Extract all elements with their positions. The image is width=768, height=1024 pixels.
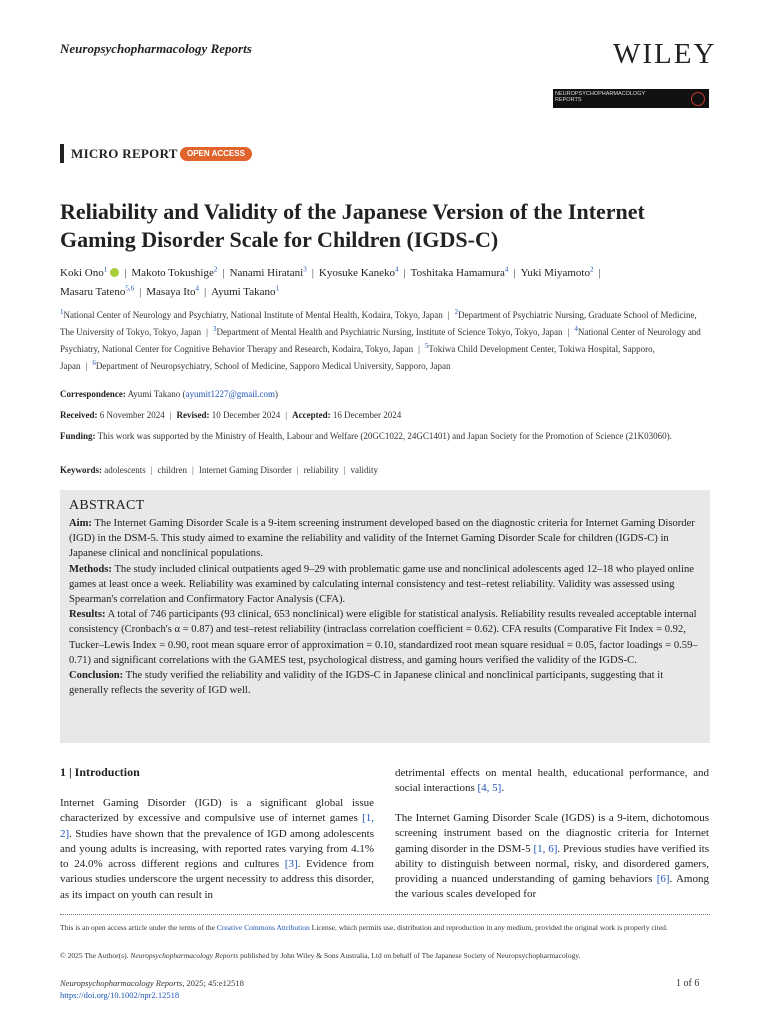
abstract-results: Results: A total of 746 participants (93 clinical, 653 nonclinical) were eligible for statistical analysis. Reliability results revealed acceptable internal consistency (Cronbach's α = 0.87) and test–retest reliability (intraclass correlation coefficient = 0.62). CFA results (Comparative Fit Index = 0.92, Tucker–Lewis Index = 0.90, root mean square error of approximation = 0.10, standardized root mean square residual = 0.05, factor loadings = 0.59–0.71) and significant correlations with the GAMES test, psychological distress, and gaming hours verified the validity of the IGDS-C. bbox=[69, 609, 698, 666]
article-dates: Received: 6 November 2024 | Revised: 10 December 2024 | Accepted: 16 December 2024 bbox=[60, 410, 402, 420]
orcid-icon[interactable] bbox=[110, 268, 119, 277]
author[interactable]: Makoto Tokushige$^2$ bbox=[131, 265, 218, 279]
footer-divider bbox=[60, 914, 710, 915]
abstract-heading: ABSTRACT bbox=[69, 498, 145, 513]
affiliation: National Center of Neurology and Psychiatry, National Center for Cognitive Behavior Therapy and Research, Kodaira, Tokyo, Japan bbox=[60, 327, 701, 354]
affiliation: Tokiwa Child Development Center, Tokiwa Hospital, Sapporo, Japan bbox=[60, 344, 655, 371]
author[interactable]: Yuki Miyamoto$^2$ bbox=[520, 265, 594, 279]
page-number: 1 of 6 bbox=[676, 978, 700, 989]
doi-link[interactable]: https://doi.org/10.1002/npr2.12518 bbox=[60, 990, 180, 1000]
citation-link[interactable]: [1, 6] bbox=[533, 842, 558, 855]
citation-link[interactable]: [6] bbox=[656, 873, 670, 886]
affiliation: National Center of Neurology and Psychiatry, National Institute of Mental Health, Kodaira, Tokyo, Japan bbox=[63, 310, 443, 320]
email-link[interactable]: ayumit1227@gmail.com bbox=[185, 389, 275, 399]
keyword[interactable]: adolescents bbox=[104, 465, 146, 475]
abstract-conclusion: Conclusion: The study verified the reliability and validity of the IGDS-C in Japanese clinical and nonclinical participants, suggesting that it generally reflects the severity of IGD well. bbox=[69, 670, 664, 697]
keyword[interactable]: Internet Gaming Disorder bbox=[198, 465, 292, 475]
funding: Funding: This work was supported by the Ministry of Health, Labour and Welfare (20GC1022, 24GC1401) and Japan Society for the Promotion of Science (21K03060). bbox=[60, 431, 672, 441]
citation-link[interactable]: [1, 2] bbox=[60, 812, 374, 840]
author[interactable]: Masaya Ito$^4$ bbox=[146, 284, 199, 299]
intro-paragraph: Internet Gaming Disorder (IGD) is a significant global issue characterized by excessive and compulsive use of internet games [1, 2]. Studies have shown that the prevalence of IGD among adolescents and young adults is increasing, with reported rates varying from 4.1% to 24.0% across different regions and cultures [3]. Evidence from various studies underscore the urgent necessity to address this disorder, as its impact on youth can result in bbox=[60, 797, 374, 901]
abstract-body bbox=[69, 516, 701, 698]
abstract-aim: Aim: The Internet Gaming Disorder Scale is a 9-item screening instrument developed based on the diagnostic criteria for Internet Gaming Disorder (IGD) in the DSM-5. This study aimed to examine the reliability and validity of the Internet Gaming Disorder Scale for children (IGDS-C) in Japanese clinical and nonclinical populations. bbox=[69, 518, 695, 560]
author[interactable]: Kyosuke Kaneko$^4$ bbox=[318, 265, 399, 279]
journal-banner bbox=[553, 89, 709, 108]
keyword[interactable]: reliability bbox=[303, 465, 339, 475]
article-type: MICRO REPORT bbox=[71, 146, 178, 161]
article-type-bar bbox=[60, 144, 64, 163]
copyright-note: © 2025 The Author(s). Neuropsychopharmacology Reports published by John Wiley & Sons Australia, Ltd on behalf of The Japanese Society of Neuropsychopharmacology. bbox=[60, 951, 581, 960]
intro-paragraph: detrimental effects on mental health, educational performance, and social interactions [4, 5]. bbox=[395, 767, 709, 795]
author[interactable]: Ayumi Takano$^1$ bbox=[211, 284, 279, 299]
license-note: This is an open access article under the terms of the Creative Commons Attribution License, which permits use, distribution and reproduction in any medium, provided the original work is properly cited. bbox=[60, 923, 668, 932]
correspondence: Correspondence: Ayumi Takano (ayumit1227@gmail.com) bbox=[60, 389, 278, 399]
author[interactable]: Nanami Hiratani$^3$ bbox=[229, 265, 307, 279]
citation-link[interactable]: [4, 5] bbox=[477, 782, 502, 795]
author[interactable]: Koki Ono$^1$ bbox=[60, 265, 108, 279]
citation-line: Neuropsychopharmacology Reports, 2025; 45:e12518 bbox=[60, 978, 244, 988]
keywords: Keywords: adolescents | children | Internet Gaming Disorder | reliability | validity bbox=[60, 465, 378, 475]
keyword[interactable]: validity bbox=[350, 465, 378, 475]
banner-text: NEUROPSYCHOPHARMACOLOGY REPORTS bbox=[555, 91, 646, 103]
author-list: Koki Ono$^1$ | Makoto Tokushige$^2$ | Nanami Hiratani$^3$ | Kyosuke Kaneko$^4$ | Toshitaka Hamamura$^4$ | Yuki Miyamoto$^2$ | Masaru Tateno$^{5,6}$ | Masaya Ito$^4$ | Ayumi Takano$^1$ bbox=[60, 265, 601, 299]
intro-paragraph: The Internet Gaming Disorder Scale (IGDS) is a 9-item, dichotomous screening instrument based on the diagnostic criteria for Internet gaming disorder in the DSM-5 [1, 6]. Previous studies have verified its ability to distinguish between normal, risky, and disordered gamers, providing a nuanced understanding of gaming behaviors [6]. Among the various scales developed for bbox=[395, 812, 709, 901]
affiliation: Department of Mental Health and Psychiatric Nursing, Institute of Science Tokyo, Tokyo, Japan bbox=[216, 327, 563, 337]
keyword[interactable]: children bbox=[157, 465, 188, 475]
section-heading: 1 | Introduction bbox=[60, 765, 140, 779]
affiliation: Department of Neuropsychiatry, School of Medicine, Sapporo Medical University, Sapporo, Japan bbox=[95, 361, 451, 371]
journal-emblem-icon bbox=[691, 92, 705, 106]
affiliation: Department of Psychiatric Nursing, Graduate School of Medicine, The University of Tokyo, Tokyo, Japan bbox=[60, 310, 697, 337]
article-title: Reliability and Validity of the Japanese Version of the Internet Gaming Disorder Scale for Children (IGDS-C) bbox=[60, 199, 645, 252]
affiliations: $^1$National Center of Neurology and Psychiatry, National Institute of Mental Health, Kodaira, Tokyo, Japan | $^2$Department of Psychiatric Nursing, Graduate School of Medicine, The University of Tokyo, Tokyo, Japan | $^3$Department of Mental Health and Psychiatric Nursing, Institute of Science Tokyo, Tokyo, Japan | $^4$National Center of Neurology and Psychiatry, National Center for Cognitive Behavior Therapy and Research, Kodaira, Tokyo, Japan | $^5$Tokiwa Child Development Center, Tokiwa Hospital, Sapporo, Japan | $^6$Department of Neuropsychiatry, School of Medicine, Sapporo Medical University, Sapporo, Japan bbox=[60, 308, 701, 371]
author[interactable]: Masaru Tateno$^{5,6}$ bbox=[60, 284, 135, 299]
abstract-methods: Methods: The study included clinical outpatients aged 9–29 with problematic game use and nonclinical adolescents aged 12–18 who played online games at least once a week. Reliability was examined by calculating internal consistency and test–retest reliability. Validity was assessed using Spearman's correlation and Confirmatory Factor Analysis (CFA). bbox=[69, 563, 694, 606]
journal-name: Neuropsychopharmacology Reports bbox=[60, 41, 252, 56]
license-link[interactable]: Creative Commons Attribution bbox=[216, 923, 310, 932]
open-access-badge[interactable]: OPEN ACCESS bbox=[180, 147, 252, 161]
publisher-logo[interactable]: WILEY bbox=[613, 38, 717, 70]
author[interactable]: Toshitaka Hamamura$^4$ bbox=[410, 265, 509, 279]
citation-link[interactable]: [3] bbox=[284, 858, 298, 871]
